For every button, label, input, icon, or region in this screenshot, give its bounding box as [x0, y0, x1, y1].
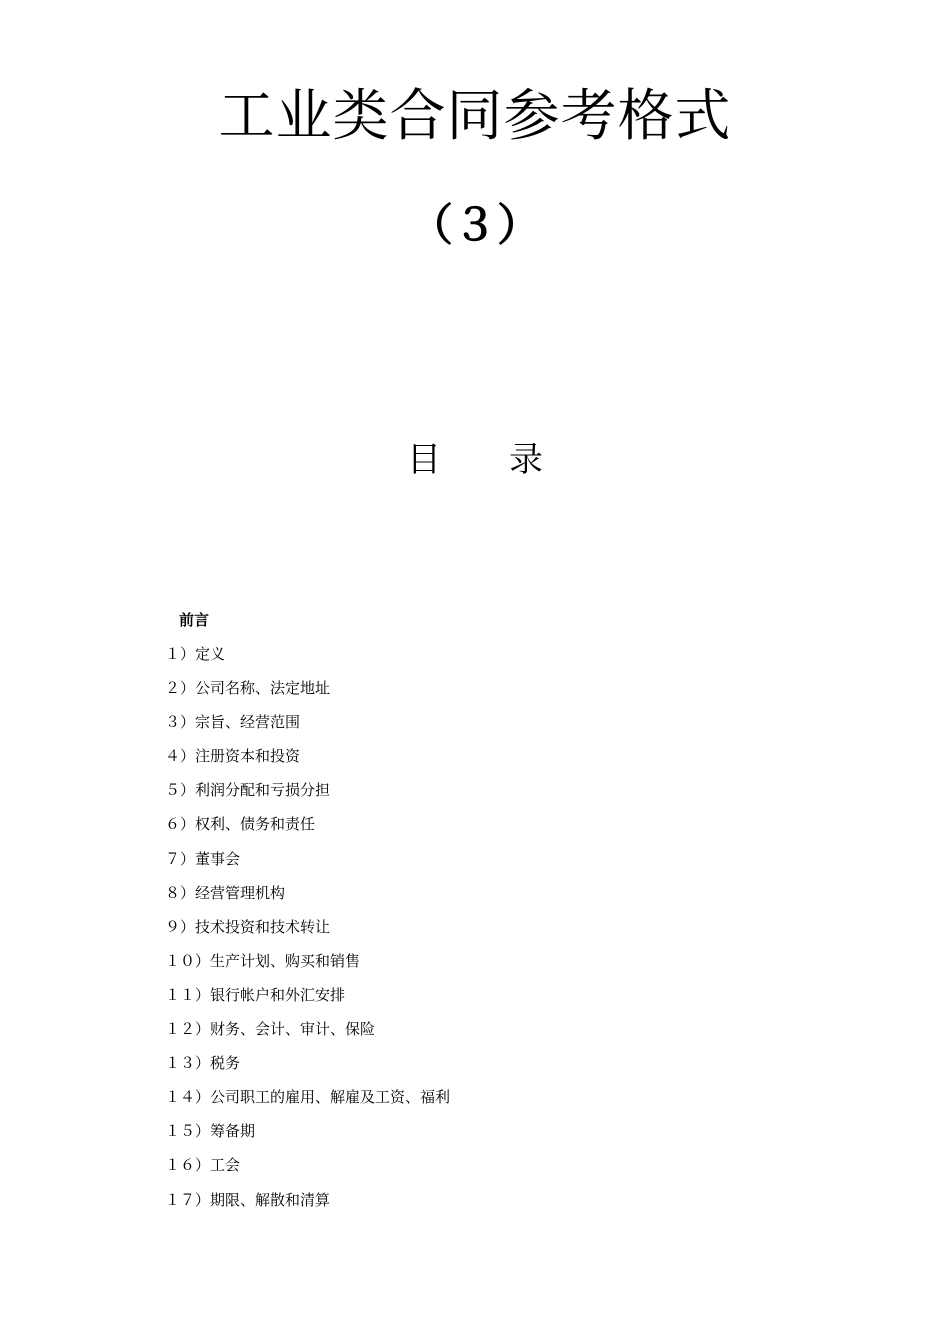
- toc-item: １５）筹备期: [165, 1122, 256, 1141]
- toc-item: ３）宗旨、经营范围: [165, 713, 301, 732]
- toc-heading: 目 录: [407, 440, 543, 480]
- document-title: 工业类合同参考格式: [218, 84, 732, 149]
- toc-item: １０）生产计划、购买和销售: [165, 951, 361, 970]
- toc-item: １１）银行帐户和外汇安排: [165, 985, 346, 1004]
- document-subtitle: （３）: [409, 200, 541, 251]
- toc-item: ７）董事会: [165, 849, 241, 868]
- toc-item: １６）工会: [165, 1156, 241, 1175]
- toc-item: １４）公司职工的雇用、解雇及工资、福利: [165, 1088, 451, 1107]
- toc-item: ６）权利、债务和责任: [165, 815, 316, 834]
- toc-item: １）定义: [165, 645, 226, 663]
- toc-item: ４）注册资本和投资: [165, 747, 301, 766]
- toc-item: ８）经营管理机构: [165, 883, 286, 902]
- toc-preface: 前言: [179, 611, 210, 629]
- toc-item: １７）期限、解散和清算: [165, 1190, 331, 1209]
- toc-item: ５）利润分配和亏损分担: [165, 781, 331, 800]
- toc-item: １３）税务: [165, 1054, 241, 1073]
- toc-item: ９）技术投资和技术转让: [165, 917, 331, 936]
- toc-item: ２）公司名称、法定地址: [165, 679, 331, 698]
- toc-item: １２）财务、会计、审计、保险: [165, 1020, 376, 1039]
- table-of-contents: [165, 603, 450, 1217]
